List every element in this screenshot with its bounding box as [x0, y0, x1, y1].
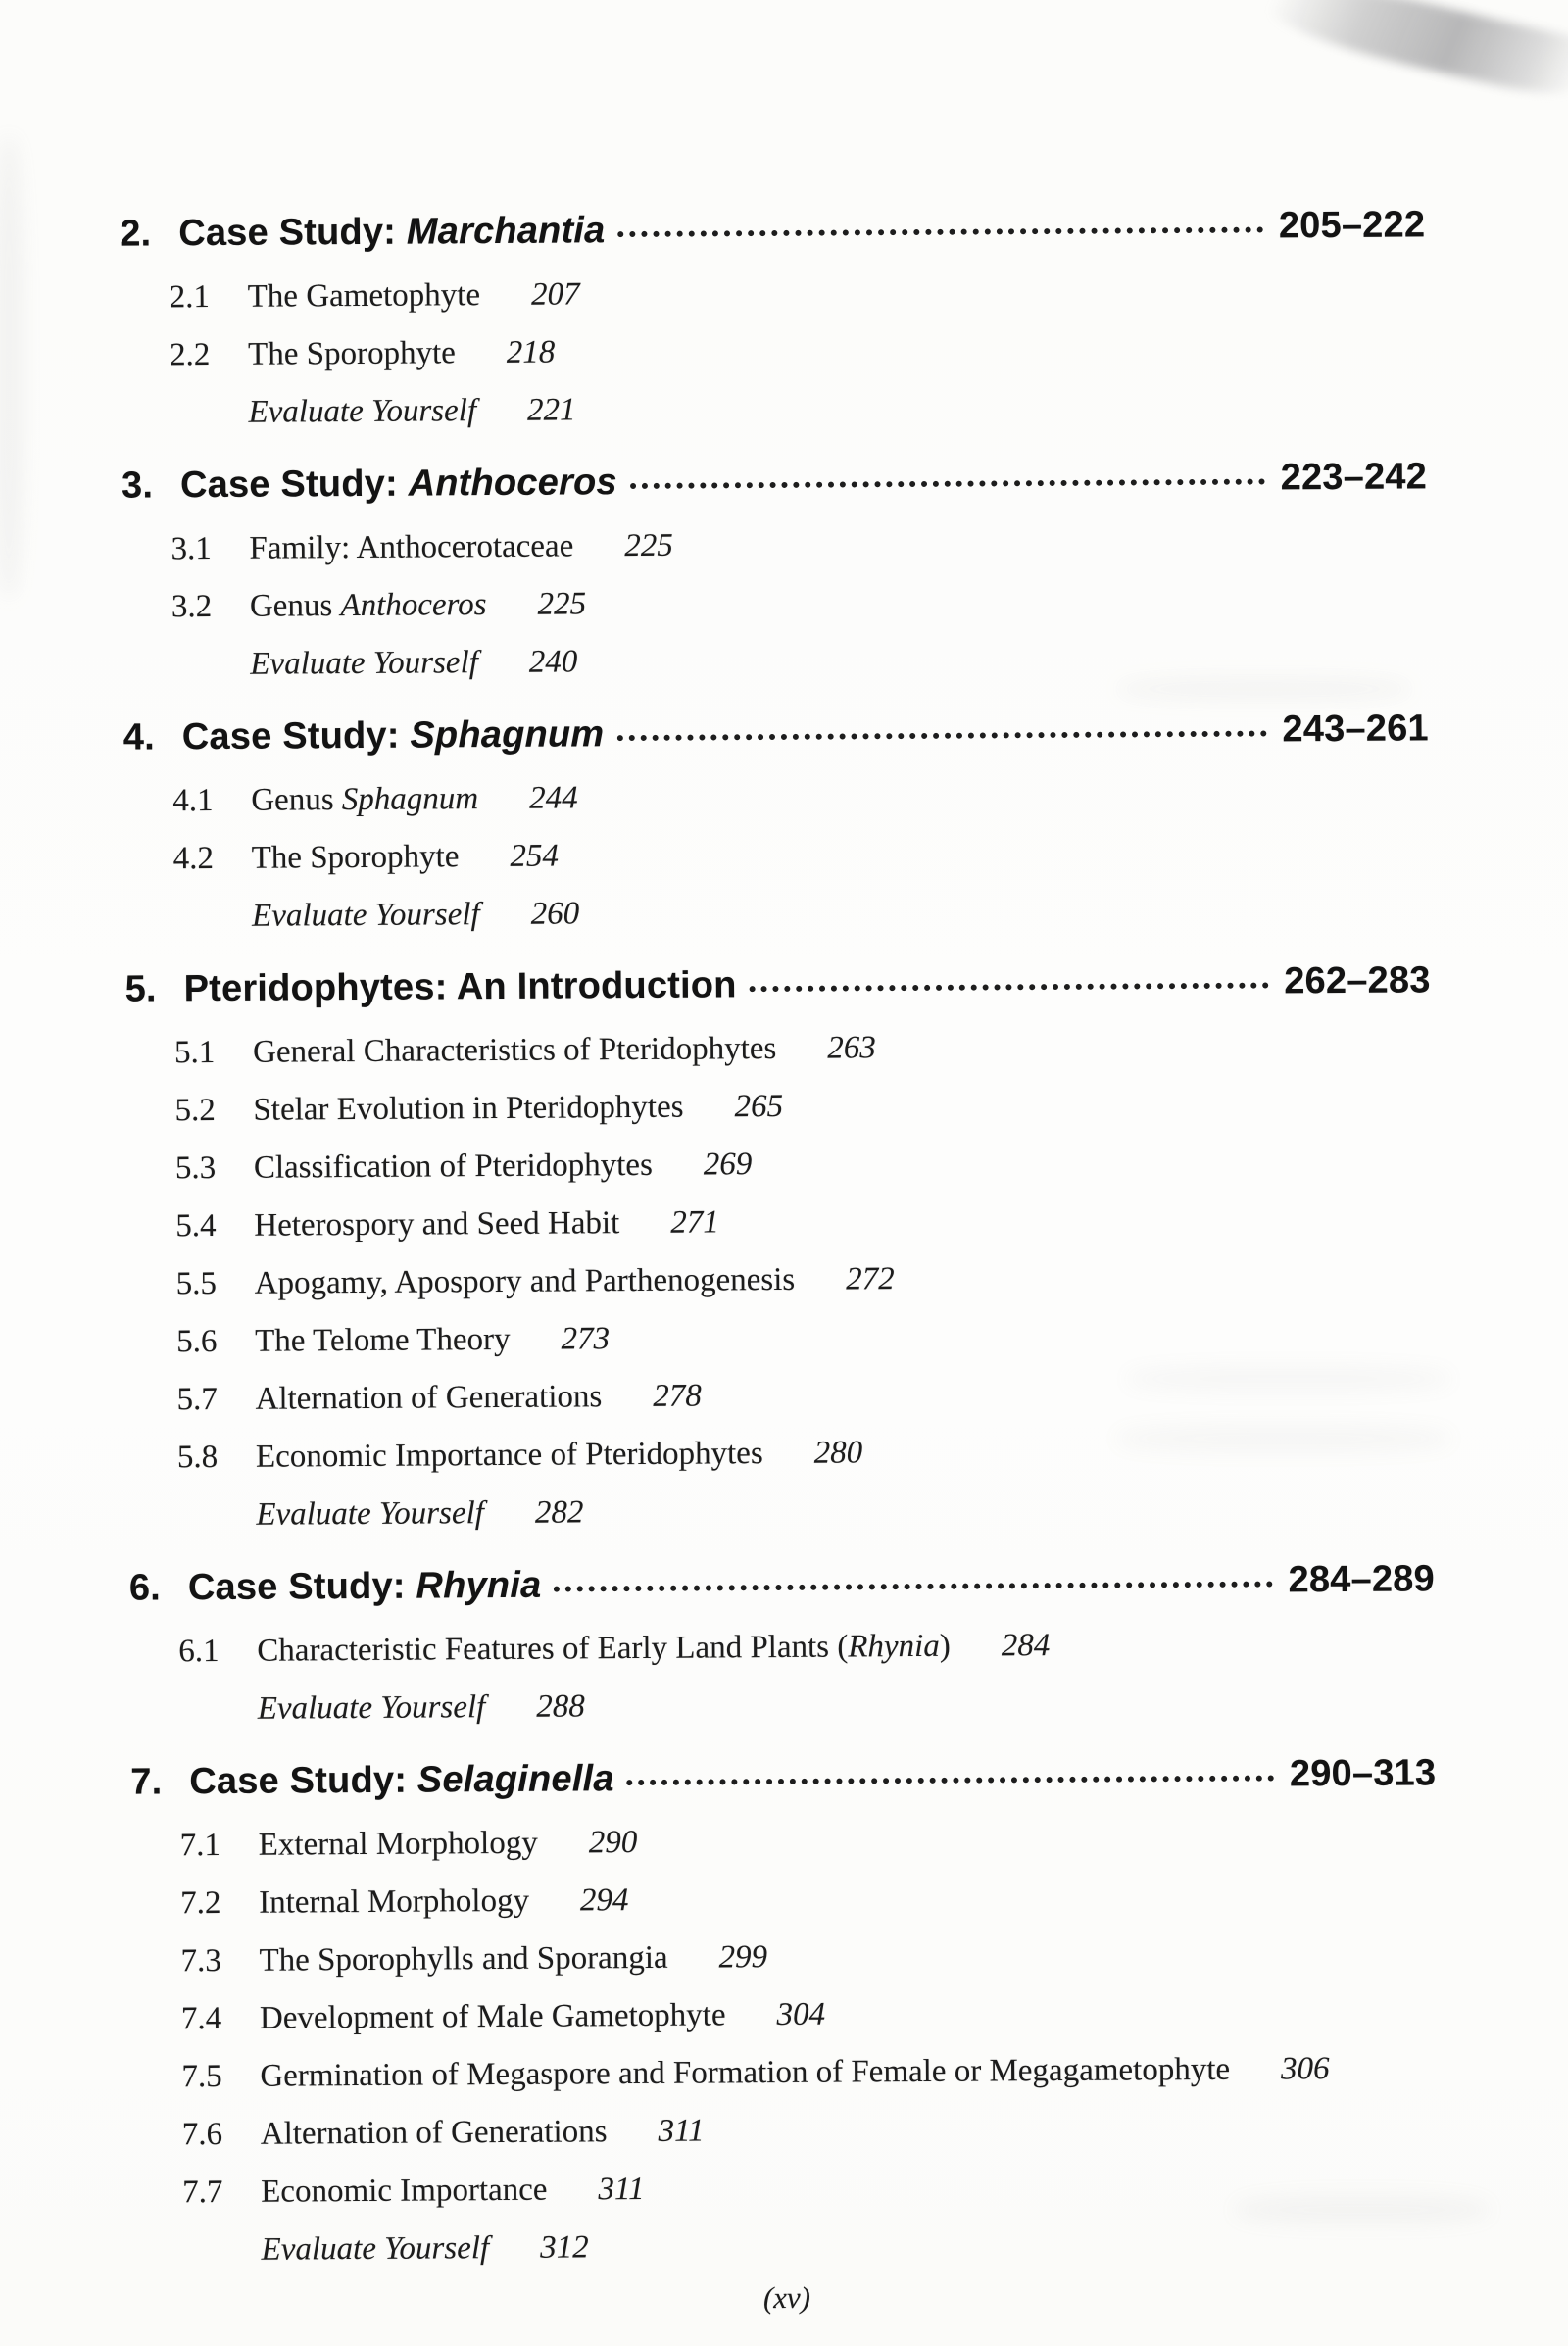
item-label: Characteristic Features of Early Land Plants (Rhynia) [257, 1628, 951, 1669]
item-number [171, 422, 249, 423]
chapter-items [125, 1015, 1435, 1544]
toc-item-row [124, 879, 1430, 946]
chapter-items [122, 512, 1428, 694]
toc-item-row [123, 821, 1429, 888]
item-label: Evaluate Yourself [257, 1689, 486, 1727]
chapter-title: Case Study: Rhynia [187, 1564, 542, 1609]
item-page-number: 240 [528, 644, 578, 680]
item-page-number: 312 [540, 2229, 589, 2266]
toc-item-row [131, 1866, 1437, 1932]
toc-item-row [132, 1981, 1438, 2048]
item-number [179, 1719, 258, 1720]
item-number [183, 2260, 262, 2261]
item-number: 3.1 [171, 531, 212, 567]
item-page-number: 269 [703, 1147, 753, 1183]
item-page-number: 272 [846, 1261, 895, 1297]
item-label: Evaluate Yourself [261, 2230, 490, 2268]
item-label: Economic Importance of Pteridophytes [255, 1436, 763, 1475]
chapter-title: Case Study: Selaginella [189, 1758, 614, 1803]
item-number: 5.8 [176, 1440, 219, 1476]
item-page-number: 280 [813, 1435, 863, 1471]
chapter-page-range: 243–261 [1282, 708, 1429, 751]
chapter-items [129, 1614, 1436, 1738]
dotted-leader [616, 731, 1266, 742]
item-page-number: 271 [670, 1204, 719, 1241]
toc-chapter [123, 699, 1431, 946]
toc-item-row [121, 375, 1426, 442]
chapter-heading-row [124, 951, 1430, 1018]
item-number [172, 674, 250, 675]
item-number: 7.3 [180, 1942, 221, 1979]
chapter-heading-row [123, 699, 1429, 766]
toc-chapter [129, 1549, 1436, 1738]
item-label: Family: Anthocerotaceae [249, 528, 574, 566]
chapter-items [123, 763, 1430, 946]
item-label: Heterospory and Seed Habit [254, 1205, 620, 1244]
toc-item-row [131, 1924, 1437, 1990]
item-label: The Sporophyte [251, 839, 460, 876]
chapter-heading-row [120, 195, 1425, 263]
toc-item-row [127, 1246, 1433, 1313]
item-page-number: 225 [624, 527, 673, 564]
item-page-number: 244 [529, 780, 578, 816]
toc-item-row [126, 1189, 1432, 1255]
item-number: 5.7 [176, 1382, 218, 1418]
item-page-number: 306 [1280, 2051, 1330, 2087]
toc-item-row [122, 569, 1428, 636]
item-label: The Gametophyte [247, 277, 481, 315]
toc-item-row [122, 627, 1428, 694]
item-label: The Sporophyte [247, 335, 456, 372]
item-number: 5.5 [175, 1266, 218, 1302]
item-label: Germination of Megaspore and Formation of Female or Megagametophyte [260, 2051, 1231, 2094]
item-page-number: 284 [1001, 1628, 1051, 1664]
item-page-number: 299 [718, 1939, 768, 1976]
toc-item-row [127, 1362, 1433, 1429]
table-of-contents [120, 181, 1440, 2322]
page-curl-shadow [1257, 0, 1568, 105]
item-page-number: 311 [658, 2113, 705, 2149]
item-label: General Characteristics of Pteridophytes [252, 1031, 777, 1070]
toc-item-row [128, 1478, 1434, 1544]
item-number: 4.1 [172, 783, 214, 819]
item-page-number: 218 [506, 334, 556, 370]
page-folio: (xv) [762, 2279, 811, 2316]
chapter-number: 7. [130, 1761, 163, 1803]
item-number: 6.1 [178, 1633, 220, 1670]
toc-item-row [126, 1131, 1432, 1197]
toc-list [120, 195, 1440, 2279]
toc-item-row [133, 2213, 1439, 2279]
toc-chapter [122, 447, 1429, 694]
dotted-leader [630, 479, 1265, 490]
chapter-number: 6. [128, 1567, 162, 1609]
dotted-leader [554, 1581, 1272, 1591]
toc-item-row [129, 1614, 1435, 1681]
chapter-page-range: 223–242 [1280, 456, 1428, 499]
toc-item-row [132, 2039, 1438, 2106]
toc-item-row [125, 1015, 1431, 1082]
item-label: Evaluate Yourself [250, 645, 478, 682]
item-number: 7.5 [181, 2058, 222, 2095]
toc-item-row [122, 512, 1427, 578]
dotted-leader [750, 983, 1269, 993]
item-page-number: 260 [530, 896, 580, 932]
toc-item-row [128, 1420, 1434, 1487]
toc-item-row [120, 260, 1425, 326]
dotted-leader [617, 227, 1262, 238]
item-number: 5.6 [176, 1324, 218, 1360]
item-label: Alternation of Generations [255, 1379, 603, 1417]
item-number [177, 1525, 256, 1526]
chapter-number: 3. [121, 464, 154, 507]
chapter-title: Pteridophytes: An Introduction [183, 964, 737, 1010]
chapter-heading-row [122, 447, 1427, 514]
item-page-number: 282 [534, 1494, 584, 1531]
item-number: 2.1 [169, 279, 211, 316]
chapter-page-range: 284–289 [1288, 1558, 1436, 1601]
chapter-items [131, 1808, 1440, 2279]
item-number: 7.1 [179, 1827, 221, 1864]
item-number: 3.2 [171, 589, 213, 625]
item-number: 7.2 [180, 1884, 221, 1922]
item-label: Stelar Evolution in Pteridophytes [253, 1089, 684, 1128]
item-page-number: 290 [588, 1825, 638, 1861]
toc-item-row [127, 1304, 1433, 1371]
item-page-number: 273 [561, 1321, 611, 1357]
item-number: 5.2 [174, 1093, 216, 1129]
toc-item-row [121, 318, 1426, 384]
toc-item-row [133, 2097, 1439, 2164]
toc-chapter [130, 1743, 1440, 2279]
item-label: Evaluate Yourself [251, 897, 480, 934]
item-page-number: 221 [526, 392, 576, 428]
item-label: External Morphology [258, 1825, 538, 1863]
chapter-page-range: 290–313 [1289, 1752, 1437, 1795]
dotted-leader [627, 1775, 1274, 1785]
chapter-page-range: 262–283 [1284, 959, 1431, 1002]
toc-chapter [124, 951, 1434, 1544]
chapter-title: Case Study: Anthoceros [179, 462, 617, 507]
item-page-number: 254 [510, 838, 560, 874]
item-number: 5.1 [173, 1035, 216, 1071]
item-label: Alternation of Generations [260, 2114, 608, 2152]
scan-smudge [0, 137, 24, 598]
chapter-title: Case Study: Sphagnum [181, 713, 605, 758]
item-page-number: 304 [776, 1996, 826, 2033]
item-page-number: 265 [734, 1088, 784, 1125]
item-label: The Sporophylls and Sporangia [259, 1939, 668, 1979]
item-label: Development of Male Gametophyte [259, 1997, 726, 2036]
toc-item-row [133, 2155, 1439, 2222]
item-label: Genus Anthoceros [249, 587, 487, 624]
item-label: Evaluate Yourself [256, 1495, 485, 1533]
chapter-items [120, 260, 1426, 442]
chapter-number: 4. [122, 716, 156, 758]
toc-item-row [131, 1808, 1437, 1875]
item-page-number: 278 [653, 1378, 702, 1414]
item-label: Genus Sphagnum [251, 781, 479, 818]
item-number: 7.6 [181, 2116, 223, 2153]
item-label: Apogamy, Apospory and Parthenogenesis [254, 1261, 796, 1301]
toc-item-row [125, 1073, 1431, 1140]
item-number: 2.2 [169, 337, 211, 373]
item-number: 5.3 [174, 1150, 217, 1187]
item-number: 4.2 [172, 841, 215, 877]
item-number: 7.4 [180, 2000, 222, 2037]
toc-item-row [130, 1672, 1436, 1738]
item-page-number: 288 [536, 1688, 585, 1725]
chapter-page-range: 205–222 [1278, 204, 1426, 247]
chapter-number: 5. [124, 968, 157, 1010]
item-label: Internal Morphology [259, 1882, 530, 1921]
toc-chapter [120, 195, 1427, 442]
item-label: The Telome Theory [255, 1321, 511, 1359]
toc-item-row [123, 763, 1429, 830]
item-number: 5.4 [175, 1208, 217, 1245]
item-page-number: 225 [537, 586, 587, 622]
item-label: Economic Importance [261, 2172, 548, 2210]
chapter-number: 2. [120, 213, 152, 255]
item-number: 7.7 [182, 2174, 223, 2211]
chapter-title: Case Study: Marchantia [178, 210, 606, 255]
item-page-number: 294 [579, 1882, 629, 1919]
item-number [173, 926, 252, 927]
item-page-number: 263 [827, 1030, 876, 1066]
item-label: Evaluate Yourself [248, 393, 477, 430]
chapter-heading-row [130, 1743, 1436, 1811]
chapter-heading-row [129, 1549, 1435, 1617]
item-label: Classification of Pteridophytes [253, 1147, 653, 1186]
item-page-number: 207 [530, 276, 580, 313]
item-page-number: 311 [598, 2171, 645, 2208]
